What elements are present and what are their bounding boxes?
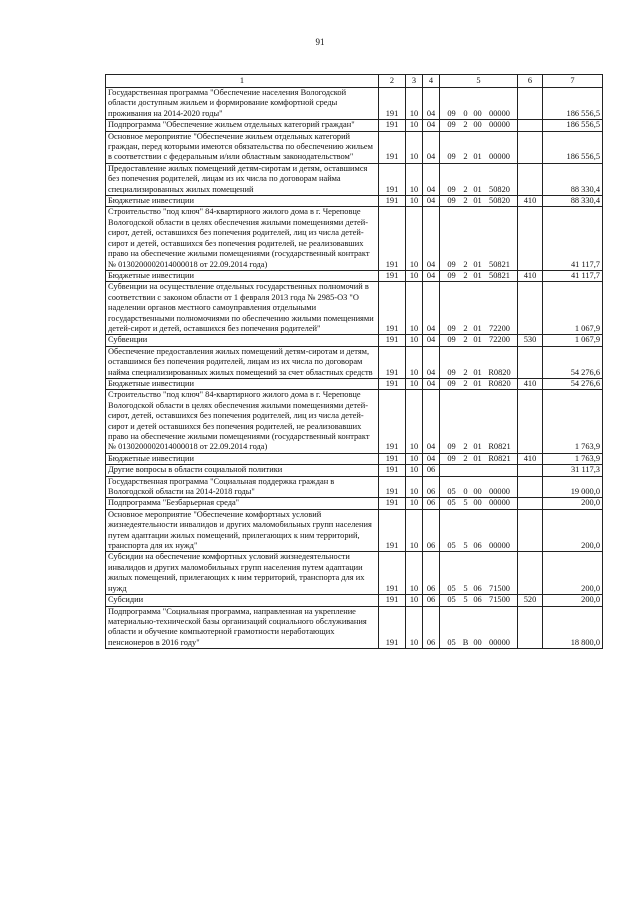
cell-amount: 41 117,7: [543, 270, 603, 281]
cell-subsection-code: 04: [423, 163, 440, 195]
target-subprogram-code: 5: [463, 498, 468, 508]
cell-subsection-code: 04: [423, 88, 440, 120]
target-subprogram-code: 2: [463, 259, 468, 269]
target-direction-code: 50820: [489, 184, 510, 194]
budget-table: [105, 74, 603, 649]
cell-target-article: [440, 390, 518, 453]
cell-section-code: 10: [406, 270, 423, 281]
target-subprogram-code: 2: [463, 152, 468, 162]
target-measure-code: 01: [473, 259, 482, 269]
target-measure-code: 00: [473, 108, 482, 118]
cell-expense-type: [518, 390, 543, 453]
cell-section-code: 10: [406, 465, 423, 476]
target-direction-code: R0820: [488, 378, 511, 388]
target-direction-code: 50820: [489, 196, 510, 206]
cell-ministry-code: 191: [379, 453, 406, 464]
cell-ministry-code: 191: [379, 595, 406, 606]
target-direction-code: 72200: [489, 335, 510, 345]
cell-amount: 186 556,5: [543, 120, 603, 131]
cell-target-article: [440, 131, 518, 163]
target-program-code: 05: [447, 595, 456, 605]
target-subprogram-code: 2: [463, 323, 468, 333]
cell-expense-type: [518, 465, 543, 476]
cell-ministry-code: 191: [379, 378, 406, 389]
cell-amount: 31 117,3: [543, 465, 603, 476]
cell-subsection-code: 06: [423, 552, 440, 595]
cell-amount: 186 556,5: [543, 131, 603, 163]
target-program-code: 09: [447, 270, 456, 280]
target-subprogram-code: 5: [463, 595, 468, 605]
target-direction-code: 00000: [489, 541, 510, 551]
cell-subsection-code: 04: [423, 120, 440, 131]
target-direction-code: 71500: [489, 583, 510, 593]
target-direction-code: R0821: [488, 442, 511, 452]
table-row: [106, 207, 603, 270]
table-row: [106, 606, 603, 649]
cell-expense-type: [518, 509, 543, 552]
cell-expense-type: 410: [518, 378, 543, 389]
cell-subsection-code: 04: [423, 378, 440, 389]
target-direction-code: 00000: [489, 498, 510, 508]
row-description: Предоставление жилых помещений детям-сиротам и детям, оставшимся без попечения родителей, лицам из их числа по договорам найма специализированных жилых помещений: [106, 163, 379, 195]
cell-subsection-code: 04: [423, 346, 440, 378]
cell-subsection-code: 06: [423, 498, 440, 509]
cell-expense-type: 520: [518, 595, 543, 606]
cell-target-article: [440, 207, 518, 270]
row-description: Субвенции на осуществление отдельных государственных полномочий в соответствии с законом области от 1 февраля 2013 года № 2985-ОЗ "О наделении органов местного самоуправления отдельными государственными полномочиями по обеспечению жилыми помещениями детей-сирот и детей, оставшихся без попечения родителей": [106, 282, 379, 335]
cell-amount: 1 067,9: [543, 335, 603, 346]
cell-expense-type: [518, 476, 543, 498]
cell-expense-type: 410: [518, 196, 543, 207]
table-row: [106, 509, 603, 552]
cell-ministry-code: 191: [379, 335, 406, 346]
cell-section-code: 10: [406, 476, 423, 498]
row-description: Обеспечение предоставления жилых помещений детям-сиротам и детям, оставшимся без попечения родителей, лицам из их числа по договорам найма специализированных жилых помещений за счет областных средств: [106, 346, 379, 378]
cell-ministry-code: 191: [379, 346, 406, 378]
cell-subsection-code: 06: [423, 509, 440, 552]
cell-section-code: 10: [406, 453, 423, 464]
cell-expense-type: [518, 207, 543, 270]
cell-amount: 1 763,9: [543, 390, 603, 453]
row-description: Бюджетные инвестиции: [106, 270, 379, 281]
cell-target-article: [440, 509, 518, 552]
target-measure-code: 00: [473, 120, 482, 130]
cell-section-code: 10: [406, 207, 423, 270]
cell-section-code: 10: [406, 335, 423, 346]
target-program-code: 09: [447, 378, 456, 388]
column-header: 3: [406, 75, 423, 88]
cell-target-article: [440, 346, 518, 378]
row-description: Подпрограмма "Обеспечение жильем отдельных категорий граждан": [106, 120, 379, 131]
cell-subsection-code: 04: [423, 453, 440, 464]
cell-target-article: [440, 498, 518, 509]
table-row: [106, 163, 603, 195]
column-header: 4: [423, 75, 440, 88]
table-row: [106, 552, 603, 595]
cell-target-article: [440, 595, 518, 606]
target-program-code: 09: [447, 259, 456, 269]
cell-expense-type: [518, 163, 543, 195]
row-description: Субсидии: [106, 595, 379, 606]
target-direction-code: 00000: [489, 637, 510, 647]
target-program-code: 09: [447, 184, 456, 194]
cell-expense-type: [518, 88, 543, 120]
row-description: Основное мероприятие "Обеспечение комфортных условий жизнедеятельности инвалидов и других маломобильных групп населения путем адаптации жилых помещений, прилегающих к ним территорий, транспорта для их нужд": [106, 509, 379, 552]
row-description: Государственная программа "Обеспечение населения Вологодской области доступным жильем и формирование комфортной среды проживания на 2014-2020 годы": [106, 88, 379, 120]
table-row: [106, 378, 603, 389]
cell-section-code: 10: [406, 196, 423, 207]
target-direction-code: 71500: [489, 595, 510, 605]
target-measure-code: 06: [473, 541, 482, 551]
cell-section-code: 10: [406, 552, 423, 595]
target-direction-code: 50821: [489, 270, 510, 280]
row-description: Субсидии на обеспечение комфортных условий жизнедеятельности инвалидов и других маломобильных групп населения путем адаптации жилых помещений, прилегающих к ним территорий, транспорта для их нужд: [106, 552, 379, 595]
target-program-code: 09: [447, 196, 456, 206]
table-row: [106, 282, 603, 335]
row-description: Строительство "под ключ" 84-квартирного жилого дома в г. Череповце Вологодской области в целях обеспечения жилыми помещениями детей-сирот, детей, оставшихся без попечения родителей, лиц из числа детей-сирот и детей, оставшихся без попечения родителей, не реализовавших право на обеспечение жилыми помещениями (государственный контракт № 0130200002014000018 от 22.09.2014 года): [106, 207, 379, 270]
table-row: [106, 88, 603, 120]
cell-ministry-code: 191: [379, 120, 406, 131]
target-program-code: 09: [447, 367, 456, 377]
cell-amount: 19 000,0: [543, 476, 603, 498]
cell-ministry-code: 191: [379, 196, 406, 207]
cell-target-article: [440, 476, 518, 498]
cell-subsection-code: 06: [423, 465, 440, 476]
cell-amount: 54 276,6: [543, 378, 603, 389]
cell-amount: 186 556,5: [543, 88, 603, 120]
cell-amount: 88 330,4: [543, 196, 603, 207]
target-direction-code: 50821: [489, 259, 510, 269]
cell-target-article: [440, 335, 518, 346]
cell-section-code: 10: [406, 120, 423, 131]
target-program-code: 09: [447, 108, 456, 118]
cell-section-code: 10: [406, 131, 423, 163]
row-description: Подпрограмма "Безбарьерная среда": [106, 498, 379, 509]
row-description: Подпрограмма "Социальная программа, направленная на укрепление материально-технической базы организаций социального обслуживания области и обучение компьютерной грамотности неработающих пенсионеров в 2016 году": [106, 606, 379, 649]
target-program-code: 09: [447, 323, 456, 333]
cell-amount: 1 067,9: [543, 282, 603, 335]
page-number: 91: [315, 37, 325, 47]
cell-ministry-code: 191: [379, 606, 406, 649]
cell-target-article: [440, 552, 518, 595]
target-subprogram-code: 2: [463, 442, 468, 452]
target-measure-code: 01: [473, 442, 482, 452]
cell-expense-type: 410: [518, 270, 543, 281]
cell-section-code: 10: [406, 498, 423, 509]
cell-ministry-code: 191: [379, 498, 406, 509]
cell-amount: 18 800,0: [543, 606, 603, 649]
cell-amount: 41 117,7: [543, 207, 603, 270]
target-subprogram-code: 2: [463, 120, 468, 130]
target-program-code: 05: [447, 583, 456, 593]
target-measure-code: 01: [473, 335, 482, 345]
target-subprogram-code: В: [462, 637, 469, 647]
cell-ministry-code: 191: [379, 163, 406, 195]
cell-expense-type: [518, 131, 543, 163]
cell-target-article: [440, 282, 518, 335]
target-measure-code: 01: [473, 270, 482, 280]
cell-section-code: 10: [406, 378, 423, 389]
cell-section-code: 10: [406, 509, 423, 552]
cell-section-code: 10: [406, 282, 423, 335]
target-measure-code: 00: [473, 487, 482, 497]
target-program-code: 09: [447, 442, 456, 452]
cell-amount: 88 330,4: [543, 163, 603, 195]
table-row: [106, 390, 603, 453]
target-program-code: 05: [447, 637, 456, 647]
table-row: [106, 346, 603, 378]
table-row: [106, 453, 603, 464]
cell-expense-type: 530: [518, 335, 543, 346]
cell-target-article: [440, 606, 518, 649]
target-measure-code: 00: [473, 637, 482, 647]
cell-target-article: [440, 120, 518, 131]
table-row: [106, 498, 603, 509]
target-measure-code: 01: [473, 323, 482, 333]
cell-expense-type: [518, 606, 543, 649]
target-measure-code: 06: [473, 595, 482, 605]
target-measure-code: 00: [473, 498, 482, 508]
target-direction-code: 72200: [489, 323, 510, 333]
target-measure-code: 01: [473, 367, 482, 377]
target-subprogram-code: 2: [463, 378, 468, 388]
cell-amount: 200,0: [543, 509, 603, 552]
cell-section-code: 10: [406, 163, 423, 195]
target-program-code: 09: [447, 120, 456, 130]
cell-subsection-code: 06: [423, 606, 440, 649]
target-program-code: 05: [447, 541, 456, 551]
target-direction-code: R0820: [488, 367, 511, 377]
target-program-code: 09: [447, 152, 456, 162]
cell-section-code: 10: [406, 606, 423, 649]
table-header-row: [106, 75, 603, 88]
target-subprogram-code: 0: [463, 487, 468, 497]
cell-ministry-code: 191: [379, 465, 406, 476]
table-row: [106, 196, 603, 207]
target-program-code: 09: [447, 335, 456, 345]
column-header: 6: [518, 75, 543, 88]
cell-subsection-code: 06: [423, 595, 440, 606]
table-row: [106, 120, 603, 131]
target-program-code: 09: [447, 453, 456, 463]
table-row: [106, 335, 603, 346]
cell-amount: 200,0: [543, 595, 603, 606]
cell-target-article: [440, 88, 518, 120]
cell-subsection-code: 06: [423, 476, 440, 498]
column-header: 7: [543, 75, 603, 88]
target-direction-code: 00000: [489, 108, 510, 118]
cell-amount: 200,0: [543, 498, 603, 509]
cell-subsection-code: 04: [423, 390, 440, 453]
cell-expense-type: [518, 120, 543, 131]
cell-target-article: [440, 163, 518, 195]
cell-amount: 200,0: [543, 552, 603, 595]
target-measure-code: 01: [473, 184, 482, 194]
cell-subsection-code: 04: [423, 335, 440, 346]
target-subprogram-code: 2: [463, 335, 468, 345]
table-row: [106, 270, 603, 281]
target-measure-code: 01: [473, 152, 482, 162]
target-subprogram-code: 2: [463, 184, 468, 194]
row-description: Другие вопросы в области социальной политики: [106, 465, 379, 476]
cell-section-code: 10: [406, 390, 423, 453]
cell-subsection-code: 04: [423, 207, 440, 270]
cell-section-code: 10: [406, 595, 423, 606]
cell-section-code: 10: [406, 346, 423, 378]
row-description: Строительство "под ключ" 84-квартирного жилого дома в г. Череповце Вологодской области в целях обеспечения жилыми помещениями детей-сирот, детей, оставшихся без попечения родителей, лиц из числа детей-сирот и детей оставшихся без попечения родителей, не реализовавших право на обеспечение жилыми помещениями (государственный контракт № 0130200002014000018 от 22.09.2014 года): [106, 390, 379, 453]
target-program-code: 05: [447, 498, 456, 508]
column-header: 2: [379, 75, 406, 88]
cell-subsection-code: 04: [423, 196, 440, 207]
target-measure-code: 01: [473, 378, 482, 388]
target-direction-code: 00000: [489, 487, 510, 497]
cell-ministry-code: 191: [379, 552, 406, 595]
target-direction-code: 00000: [489, 152, 510, 162]
cell-expense-type: [518, 498, 543, 509]
cell-ministry-code: 191: [379, 88, 406, 120]
target-measure-code: 01: [473, 196, 482, 206]
cell-expense-type: 410: [518, 453, 543, 464]
cell-expense-type: [518, 346, 543, 378]
target-direction-code: R0821: [488, 453, 511, 463]
cell-ministry-code: 191: [379, 509, 406, 552]
cell-target-article: [440, 453, 518, 464]
target-subprogram-code: 5: [463, 541, 468, 551]
cell-ministry-code: 191: [379, 282, 406, 335]
cell-ministry-code: 191: [379, 270, 406, 281]
table-row: [106, 465, 603, 476]
cell-target-article: [440, 378, 518, 389]
target-measure-code: 01: [473, 453, 482, 463]
row-description: Бюджетные инвестиции: [106, 196, 379, 207]
target-subprogram-code: 2: [463, 196, 468, 206]
cell-subsection-code: 04: [423, 270, 440, 281]
row-description: Субвенции: [106, 335, 379, 346]
table-row: [106, 476, 603, 498]
cell-amount: 1 763,9: [543, 453, 603, 464]
column-header: 1: [106, 75, 379, 88]
target-subprogram-code: 0: [463, 108, 468, 118]
row-description: Бюджетные инвестиции: [106, 453, 379, 464]
cell-ministry-code: 191: [379, 131, 406, 163]
table-row: [106, 595, 603, 606]
column-header: 5: [440, 75, 518, 88]
cell-target-article: [440, 465, 518, 476]
table-row: [106, 131, 603, 163]
row-description: Основное мероприятие "Обеспечение жильем отдельных категорий граждан, перед которыми имеются обязательства по обеспечению жильем в соответствии с федеральным и/или областным законодательством": [106, 131, 379, 163]
target-subprogram-code: 2: [463, 453, 468, 463]
cell-ministry-code: 191: [379, 476, 406, 498]
cell-target-article: [440, 270, 518, 281]
cell-expense-type: [518, 552, 543, 595]
target-program-code: 05: [447, 487, 456, 497]
cell-subsection-code: 04: [423, 131, 440, 163]
cell-amount: 54 276,6: [543, 346, 603, 378]
target-measure-code: 06: [473, 583, 482, 593]
cell-target-article: [440, 196, 518, 207]
cell-subsection-code: 04: [423, 282, 440, 335]
target-direction-code: 00000: [489, 120, 510, 130]
cell-ministry-code: 191: [379, 390, 406, 453]
cell-section-code: 10: [406, 88, 423, 120]
target-subprogram-code: 2: [463, 367, 468, 377]
row-description: Государственная программа "Социальная поддержка граждан в Вологодской области на 2014-2018 годы": [106, 476, 379, 498]
row-description: Бюджетные инвестиции: [106, 378, 379, 389]
cell-expense-type: [518, 282, 543, 335]
cell-ministry-code: 191: [379, 207, 406, 270]
target-subprogram-code: 5: [463, 583, 468, 593]
target-subprogram-code: 2: [463, 270, 468, 280]
